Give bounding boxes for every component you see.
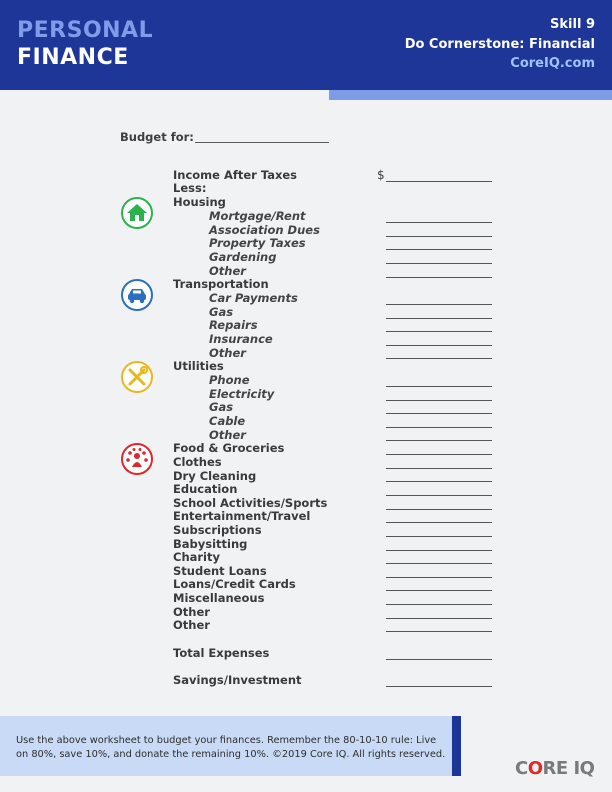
housing-field[interactable] xyxy=(386,222,492,223)
logo-part: C xyxy=(515,758,528,779)
footer-accent-bar xyxy=(452,716,461,776)
core-iq-logo xyxy=(515,758,594,779)
brand-title-line1: PERSONAL xyxy=(17,18,154,43)
expense-label: Education xyxy=(173,482,238,496)
car-icon xyxy=(121,279,153,311)
housing-item: Other xyxy=(209,264,246,278)
expense-field[interactable] xyxy=(386,590,492,591)
income-label: Income After Taxes xyxy=(173,168,298,182)
expense-field[interactable] xyxy=(386,536,492,537)
transportation-item: Insurance xyxy=(209,332,273,346)
housing-field[interactable] xyxy=(386,263,492,264)
transportation-field[interactable] xyxy=(386,331,492,332)
currency-symbol: $ xyxy=(377,168,385,182)
budget-for-label: Budget for: xyxy=(120,130,194,144)
utilities-item: Cable xyxy=(209,414,246,428)
transportation-item: Repairs xyxy=(209,318,258,332)
expense-field[interactable] xyxy=(386,522,492,523)
income-field[interactable] xyxy=(386,181,492,182)
transportation-field[interactable] xyxy=(386,358,492,359)
expense-label: School Activities/Sports xyxy=(173,496,328,510)
utilities-item: Electricity xyxy=(209,387,275,401)
housing-field[interactable] xyxy=(386,277,492,278)
utilities-field[interactable] xyxy=(386,440,492,441)
expense-field[interactable] xyxy=(386,495,492,496)
expense-label: Student Loans xyxy=(173,564,267,578)
people-icon xyxy=(121,443,153,475)
utilities-item: Gas xyxy=(209,400,234,414)
expense-field[interactable] xyxy=(386,563,492,564)
savings-field[interactable] xyxy=(386,686,492,687)
site-link[interactable]: CoreIQ.com xyxy=(510,56,595,71)
total-expenses-field[interactable] xyxy=(386,659,492,660)
expense-field[interactable] xyxy=(386,468,492,469)
housing-field[interactable] xyxy=(386,249,492,250)
expense-label: Subscriptions xyxy=(173,523,262,537)
expense-label: Dry Cleaning xyxy=(173,469,257,483)
transportation-field[interactable] xyxy=(386,304,492,305)
utilities-field[interactable] xyxy=(386,413,492,414)
footer-text: Use the above worksheet to budget your finances. Remember the 80-10-10 rule: Live on 80%, save 10%, and donate the remaining 10%. ©2019 Core IQ. All rights reserved. xyxy=(16,735,446,760)
utilities-field[interactable] xyxy=(386,427,492,428)
expense-label: Other xyxy=(173,605,210,619)
expense-field[interactable] xyxy=(386,481,492,482)
savings-label: Savings/Investment xyxy=(173,673,302,687)
expense-label: Other xyxy=(173,618,210,632)
housing-label: Housing xyxy=(173,195,226,209)
house-icon xyxy=(121,197,153,229)
transportation-item: Car Payments xyxy=(209,291,298,305)
transportation-item: Gas xyxy=(209,305,234,319)
transportation-item: Other xyxy=(209,346,246,360)
brand-title-line2: FINANCE xyxy=(17,45,129,70)
expense-field[interactable] xyxy=(386,604,492,605)
expense-field[interactable] xyxy=(386,509,492,510)
expense-label: Miscellaneous xyxy=(173,591,265,605)
expense-label: Charity xyxy=(173,550,220,564)
logo-part: RE IQ xyxy=(542,758,595,779)
expense-label: Loans/Credit Cards xyxy=(173,577,296,591)
expense-label: Babysitting xyxy=(173,537,248,551)
expense-field[interactable] xyxy=(386,577,492,578)
expense-field[interactable] xyxy=(386,618,492,619)
utilities-item: Other xyxy=(209,428,246,442)
housing-item: Property Taxes xyxy=(209,236,306,250)
skill-label: Skill 9 xyxy=(550,17,595,32)
header-subtitle: Do Cornerstone: Financial xyxy=(404,37,595,52)
expense-label: Food & Groceries xyxy=(173,441,285,455)
utilities-field[interactable] xyxy=(386,386,492,387)
budget-for-field[interactable] xyxy=(195,142,329,143)
tools-icon xyxy=(121,361,153,393)
housing-item: Mortgage/Rent xyxy=(209,209,306,223)
less-label: Less: xyxy=(173,181,207,195)
housing-field[interactable] xyxy=(386,236,492,237)
expense-label: Clothes xyxy=(173,455,222,469)
logo-o: O xyxy=(527,758,543,779)
utilities-item: Phone xyxy=(209,373,250,387)
header-accent-strip xyxy=(329,90,612,100)
total-expenses-label: Total Expenses xyxy=(173,646,270,660)
housing-item: Gardening xyxy=(209,250,277,264)
transportation-field[interactable] xyxy=(386,318,492,319)
expense-label: Entertainment/Travel xyxy=(173,509,311,523)
expense-field[interactable] xyxy=(386,631,492,632)
expense-field[interactable] xyxy=(386,550,492,551)
transportation-field[interactable] xyxy=(386,345,492,346)
utilities-label: Utilities xyxy=(173,359,224,373)
transportation-label: Transportation xyxy=(173,277,269,291)
utilities-field[interactable] xyxy=(386,400,492,401)
expense-field[interactable] xyxy=(386,454,492,455)
housing-item: Association Dues xyxy=(209,223,320,237)
